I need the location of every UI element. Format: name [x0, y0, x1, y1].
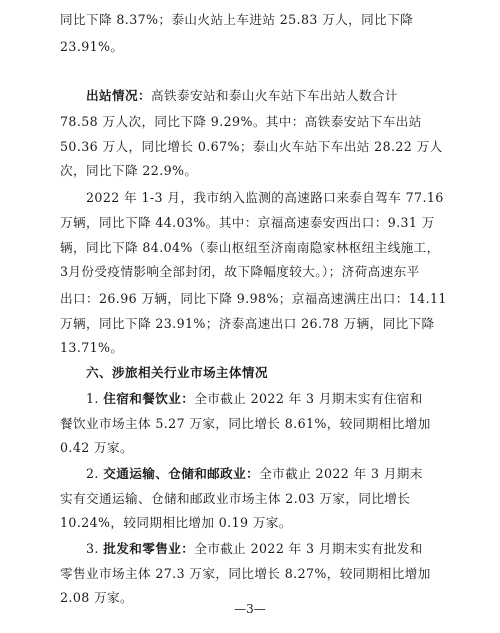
page-number: —3—	[234, 602, 266, 616]
text-line: 10.24%，较同期相比增加 0.19 万家。	[60, 515, 292, 530]
text-line: 出口：26.96 万辆，同比下降 9.98%；京福高速满庄出口：14.11	[60, 291, 447, 306]
list-item-transport	[86, 466, 423, 482]
section-heading: 六、涉旅相关行业市场主体情况	[86, 365, 268, 380]
paragraph-outbound	[86, 88, 398, 104]
text-line: 餐饮业市场主体 5.27 万家，同比增长 8.61%，较同期相比增加	[60, 416, 431, 431]
outbound-title: 出站情况：	[86, 88, 151, 103]
item-number: 1.	[86, 391, 99, 406]
text-span: 全市截止 2022 年 3 月期末实有批发和	[194, 541, 423, 556]
item-number: 2.	[86, 466, 99, 481]
list-item-retail	[86, 541, 423, 557]
text-line: 23.91%。	[60, 39, 124, 54]
text-line: 2.08 万家。	[60, 590, 134, 605]
text-line: 实有交通运输、仓储和邮政业市场主体 2.03 万家，同比增长	[60, 491, 411, 506]
item-title: 住宿和餐饮业：	[103, 391, 195, 406]
text-line: 次，同比下降 22.9%。	[60, 163, 198, 178]
text-line: 万辆，同比下降 23.91%；济泰高速出口 26.78 万辆，同比下降	[60, 316, 435, 331]
text-span: 高铁泰安站和泰山火车站下车出站人数合计	[150, 88, 398, 103]
list-item-lodging	[86, 391, 423, 407]
text-line: 辆，同比下降 84.04%（泰山枢纽至济南南隐家林枢纽主线施工，	[60, 240, 440, 255]
text-line: 零售业市场主体 27.3 万家，同比增长 8.27%，较同期相比增加	[60, 566, 431, 581]
text-line: 万辆，同比下降 44.03%。其中：京福高速泰安西出口：9.31 万	[60, 215, 435, 230]
text-line: 0.42 万家。	[60, 440, 134, 455]
text-span: 全市截止 2022 年 3 月期末	[259, 466, 423, 481]
item-title: 批发和零售业：	[103, 541, 195, 556]
text-span: 全市截止 2022 年 3 月期末实有住宿和	[194, 391, 423, 406]
text-line: 3月份受疫情影响全部封闭，故下降幅度较大。）；济荷高速东平	[60, 264, 420, 279]
text-line: 50.36 万人，同比增长 0.67%；泰山火车站下车出站 28.22 万人	[60, 139, 443, 154]
item-number: 3.	[86, 541, 99, 556]
text-line: 13.71%。	[60, 340, 124, 355]
text-line: 78.58 万人次，同比下降 9.29%。其中：高铁泰安站下车出站	[60, 114, 422, 129]
text-line: 2022 年 1-3 月，我市纳入监测的高速路口来泰自驾车 77.16	[86, 190, 444, 205]
text-line: 同比下降 8.37%；泰山火站上车进站 25.83 万人，同比下降	[60, 12, 414, 27]
item-title: 交通运输、仓储和邮政业：	[103, 466, 260, 481]
